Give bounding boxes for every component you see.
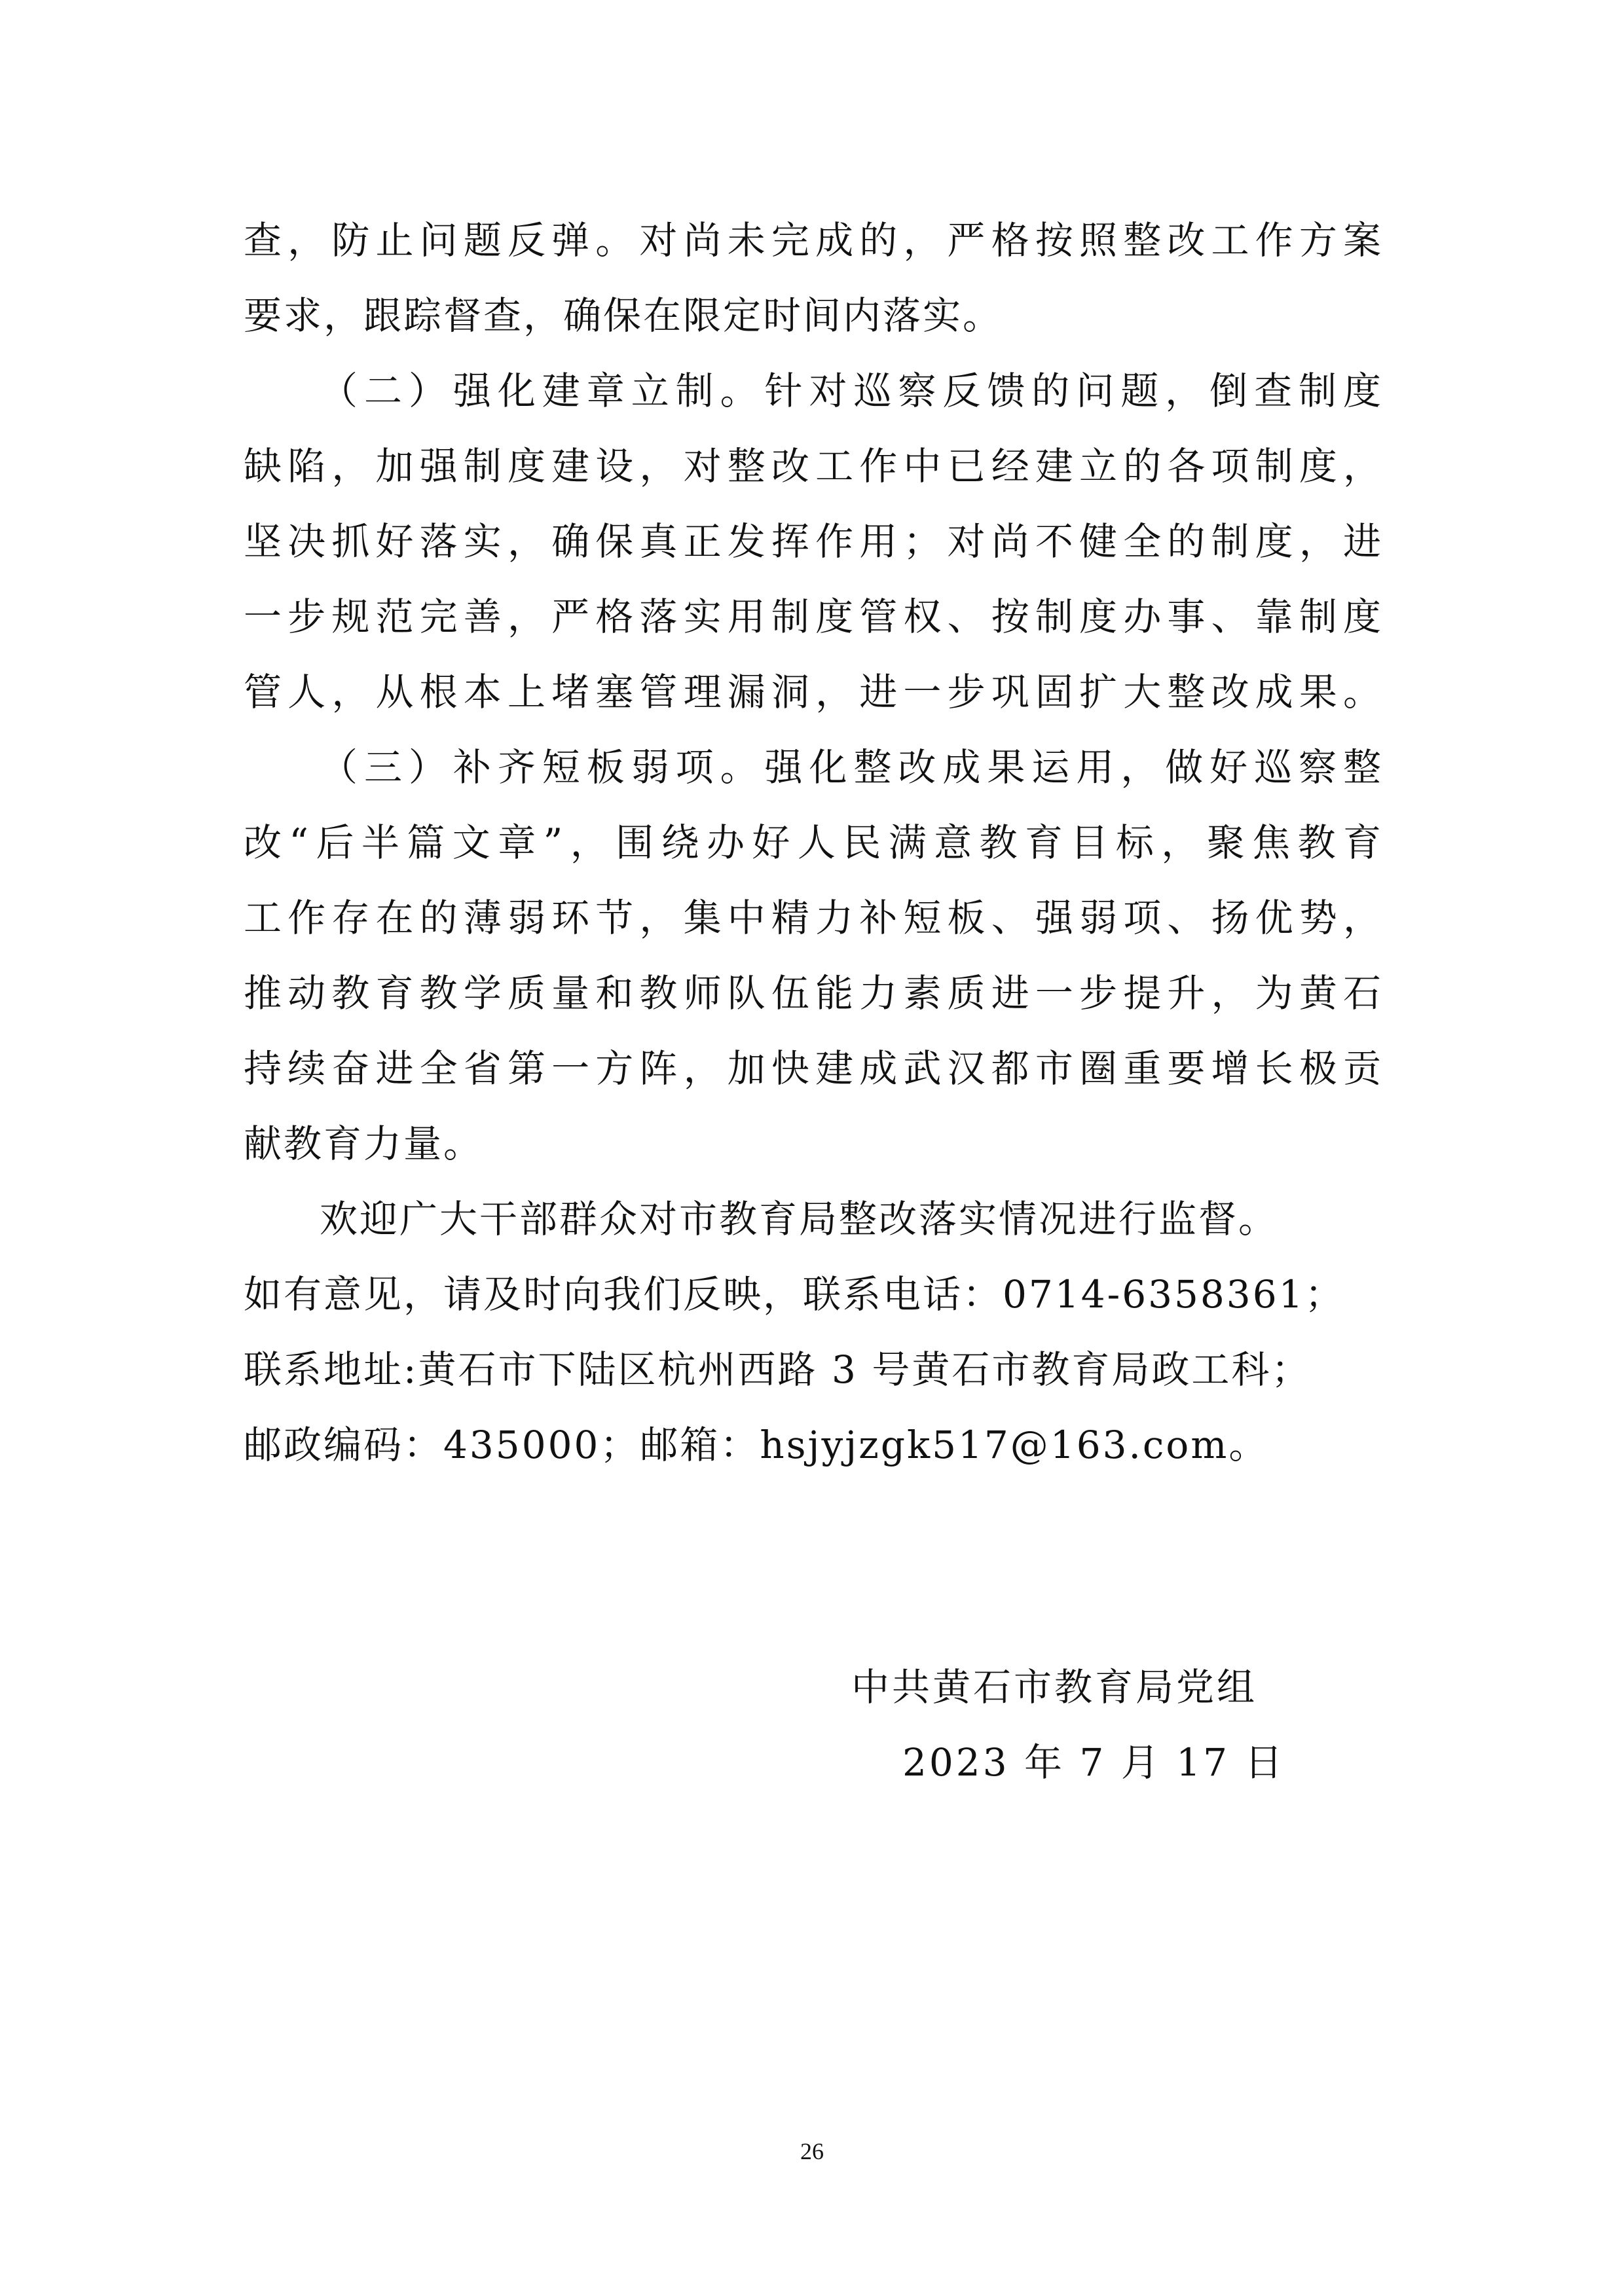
body-line-11: 推动教育教学质量和教师队伍能力素质进一步提升，为黄石: [244, 971, 1383, 1015]
body-line-15: 如有意见，请及时向我们反映，联系电话：0714-6358361；: [244, 1272, 1345, 1317]
body-line-1: 查，防止问题反弹。对尚未完成的，严格按照整改工作方案: [244, 218, 1383, 263]
body-line-12: 持续奋进全省第一方阵，加快建成武汉都市圈重要增长极贡: [244, 1046, 1383, 1091]
body-line-5: 坚决抓好落实，确保真正发挥作用；对尚不健全的制度，进: [244, 519, 1383, 564]
body-line-10: 工作存在的薄弱环节，集中精力补短板、强弱项、扬优势，: [244, 896, 1383, 940]
body-line-17: 邮政编码：435000；邮箱：hsjyjzgk517@163.com。: [244, 1423, 1269, 1467]
document-body: [244, 203, 1383, 1483]
body-line-2: 要求，跟踪督查，确保在限定时间内落实。: [244, 293, 1003, 338]
body-line-7: 管人，从根本上堵塞管理漏洞，进一步巩固扩大整改成果。: [244, 670, 1383, 714]
signature-date: 2023 年 7 月 17 日: [902, 1740, 1285, 1785]
page-number: 26: [800, 2138, 824, 2164]
body-line-3: （二）强化建章立制。针对巡察反馈的问题，倒查制度: [320, 369, 1383, 413]
body-line-16: 联系地址:黄石市下陆区杭州西路 3 号黄石市教育局政工科；: [244, 1347, 1312, 1392]
body-line-4: 缺陷，加强制度建设，对整改工作中已经建立的各项制度，: [244, 444, 1383, 488]
body-line-6: 一步规范完善，严格落实用制度管权、按制度办事、靠制度: [244, 594, 1383, 639]
body-line-13: 献教育力量。: [244, 1121, 484, 1166]
body-line-14: 欢迎广大干部群众对市教育局整改落实情况进行监督。: [320, 1197, 1279, 1241]
signature-organization: 中共黄石市教育局党组: [851, 1665, 1258, 1709]
body-line-9: 改“后半篇文章”，围绕办好人民满意教育目标，聚焦教育: [244, 820, 1383, 865]
body-line-8: （三）补齐短板弱项。强化整改成果运用，做好巡察整: [320, 745, 1383, 790]
